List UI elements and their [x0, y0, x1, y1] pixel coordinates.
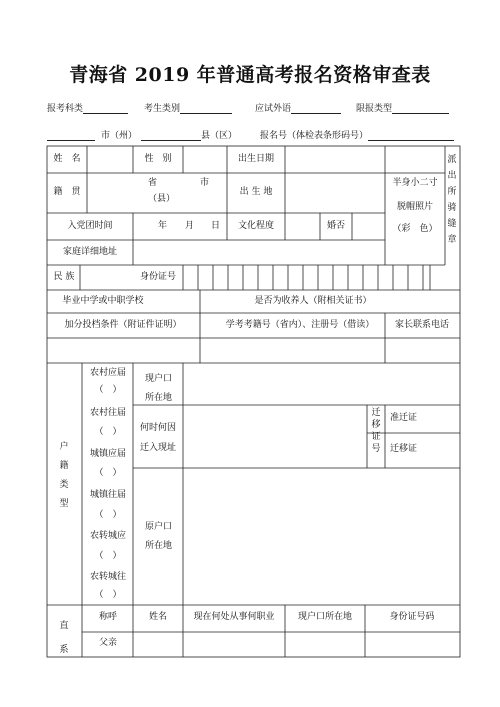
hukou-paren-5: （ ） — [94, 551, 122, 561]
gender-label: 性 别 — [144, 154, 172, 164]
rel-header-name: 姓名 — [148, 612, 168, 622]
hukou-type-3: 城镇应届 — [89, 449, 127, 459]
language-label: 应试外语 — [255, 104, 292, 114]
birthplace-label: 出 生 地 — [239, 187, 273, 197]
limit-label: 限报类型 — [356, 104, 393, 114]
hukou-paren-6: （ ） — [94, 590, 122, 600]
year-label: 年 — [158, 221, 168, 231]
marriage-label: 婚否 — [326, 221, 346, 231]
education-label: 文化程度 — [237, 221, 275, 231]
county-unit-label: （县） — [148, 194, 176, 204]
month-label: 月 — [185, 221, 195, 231]
page-title: 青海省 2019 年普通高考报名资格审查表 — [69, 64, 431, 86]
relatives-label: 直系 — [59, 621, 69, 655]
current-hukou-label: 现户口所在地 — [145, 374, 173, 403]
city-label: 市（州） — [101, 131, 138, 141]
address-label: 家庭详细地址 — [62, 247, 118, 257]
hukou-type-label: 户籍类型 — [59, 442, 69, 509]
native-place-label: 籍 贯 — [53, 187, 81, 197]
hukou-paren-1: （ ） — [94, 385, 122, 395]
day-label: 日 — [211, 221, 221, 231]
city-unit-label: 市 — [200, 178, 210, 188]
school-label: 毕业中学或中职学校 — [62, 296, 144, 306]
party-date-label: 入党团时间 — [67, 221, 113, 231]
rel-header-hukou: 现户口所在地 — [297, 612, 353, 622]
ethnic-label: 民 族 — [53, 272, 75, 282]
rel-header-id: 身份证号码 — [389, 612, 435, 622]
hukou-type-4: 城镇往届 — [89, 490, 127, 500]
photo-size-label: 半身小二寸 — [392, 178, 438, 188]
province-label: 省 — [148, 178, 158, 188]
migration-label: 迁移证 — [390, 444, 418, 454]
name-label: 姓 名 — [53, 154, 81, 164]
moved-reason-label: 何时何因迁入现址 — [140, 423, 177, 453]
birth-date-label: 出生日期 — [237, 154, 275, 164]
hukou-paren-4: （ ） — [94, 510, 122, 520]
county-label: 县（区） — [201, 131, 238, 141]
id-card-label: 身份证号 — [140, 272, 177, 282]
hukou-paren-3: （ ） — [94, 468, 122, 478]
category-label: 考生类别 — [144, 104, 181, 114]
parent-phone-label: 家长联系电话 — [394, 320, 450, 330]
permit-label: 准迁证 — [390, 413, 418, 423]
police-seal-note: 派出所骑缝章 — [447, 155, 457, 245]
hukou-type-1: 农村应届 — [89, 368, 127, 378]
rel-header-title: 称呼 — [98, 612, 118, 622]
hukou-type-2: 农村往届 — [89, 408, 127, 418]
hukou-type-5: 农转城应 — [89, 531, 127, 541]
subject-label: 报考科类 — [47, 104, 84, 114]
rel-header-job: 现在何处从事何职业 — [193, 612, 275, 622]
rel-row-father: 父亲 — [98, 638, 118, 648]
hukou-paren-2: （ ） — [94, 427, 122, 437]
photo-hat-label: 脱帽照片 — [396, 202, 434, 212]
original-hukou-label: 原户口所在地 — [145, 522, 173, 551]
student-no-label: 学考考籍号（省内）、注册号（借读） — [225, 320, 375, 330]
hukou-type-6: 农转城往 — [89, 572, 127, 582]
adopted-label: 是否为收养人（附相关证书） — [254, 296, 372, 306]
bonus-label: 加分投档条件（附证件证明） — [64, 320, 182, 330]
photo-color-label: （彩 色） — [392, 224, 438, 234]
migration-cert-label: 迁移证号 — [371, 408, 381, 454]
regno-label: 报名号（体检表条形码号） — [260, 131, 369, 141]
